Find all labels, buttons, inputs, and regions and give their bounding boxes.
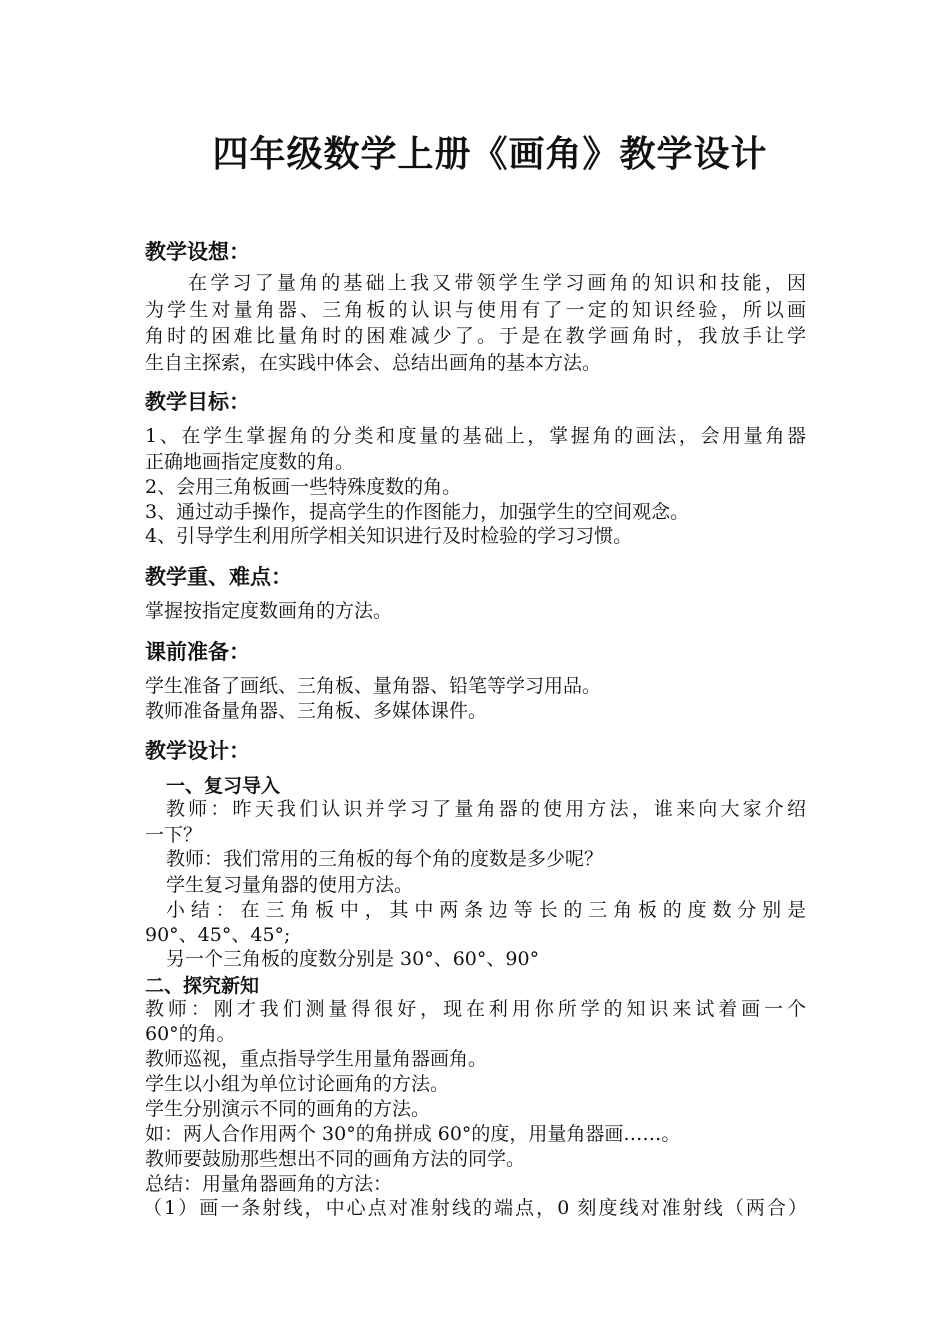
part1-line-4: 学生复习量角器的使用方法。 [166,874,414,896]
goal-line-2: 正确地画指定度数的角。 [145,451,355,473]
part2-line-8: 总结：用量角器画角的方法： [145,1173,393,1195]
goal-line-5: 4、引导学生利用所学相关知识进行及时检验的学习习惯。 [145,525,633,547]
section-heading-prep: 课前准备： [145,639,250,664]
part1-line-2: 一下？ [145,824,203,846]
idea-line-4: 生自主探索，在实践中体会、总结出画角的基本方法。 [145,352,602,374]
section-heading-goals: 教学目标： [145,389,250,414]
part2-line-9: （1）画一条射线，中心点对准射线的端点，0 刻度线对准射线（两合） [143,1197,807,1219]
part2-line-4: 学生以小组为单位讨论画角的方法。 [145,1073,450,1095]
part2-line-1: 教师：刚才我们测量得很好，现在利用你所学的知识来试着画一个 [145,998,806,1020]
part2-line-3: 教师巡视，重点指导学生用量角器画角。 [145,1048,488,1070]
part1-line-7: 另一个三角板的度数分别是 30°、60°、90° [166,948,540,970]
part1-line-1: 教师：昨天我们认识并学习了量角器的使用方法，谁来向大家介绍 [166,798,806,820]
key-line-1: 掌握按指定度数画角的方法。 [145,600,393,622]
document-title: 四年级数学上册《画角》教学设计 [212,133,768,175]
goal-line-3: 2、会用三角板画一些特殊度数的角。 [145,476,462,498]
idea-line-2: 为学生对量角器、三角板的认识与使用有了一定的知识经验，所以画 [145,299,806,321]
section-heading-key: 教学重、难点： [145,564,292,589]
prep-line-1: 学生准备了画纸、三角板、量角器、铅笔等学习用品。 [145,675,602,697]
idea-line-3: 角时的困难比量角时的困难减少了。于是在教学画角时，我放手让学 [145,325,806,347]
idea-line-1: 在学习了量角的基础上我又带领学生学习画角的知识和技能，因 [185,272,806,294]
goal-line-4: 3、通过动手操作，提高学生的作图能力，加强学生的空间观念。 [145,501,690,523]
part2-line-7: 教师要鼓励那些想出不同的画角方法的同学。 [145,1148,526,1170]
part2-line-6: 如：两人合作用两个 30°的角拼成 60°的度，用量角器画……。 [145,1123,681,1145]
section-heading-design: 教学设计： [145,738,250,763]
prep-line-2: 教师准备量角器、三角板、多媒体课件。 [145,700,488,722]
goal-line-1: 1、在学生掌握角的分类和度量的基础上，掌握角的画法，会用量角器 [145,425,806,447]
part1-line-3: 教师：我们常用的三角板的每个角的度数是多少呢？ [166,848,604,870]
part1-title: 一、复习导入 [166,775,281,797]
section-heading-idea: 教学设想： [145,239,250,264]
part1-line-5: 小结：在三角板中，其中两条边等长的三角板的度数分别是 [166,899,806,921]
part2-line-5: 学生分别演示不同的画角的方法。 [145,1098,431,1120]
part2-title: 二、探究新知 [145,975,260,997]
part2-line-2: 60°的角。 [145,1023,236,1045]
part1-line-6: 90°、45°、45°; [145,924,291,946]
